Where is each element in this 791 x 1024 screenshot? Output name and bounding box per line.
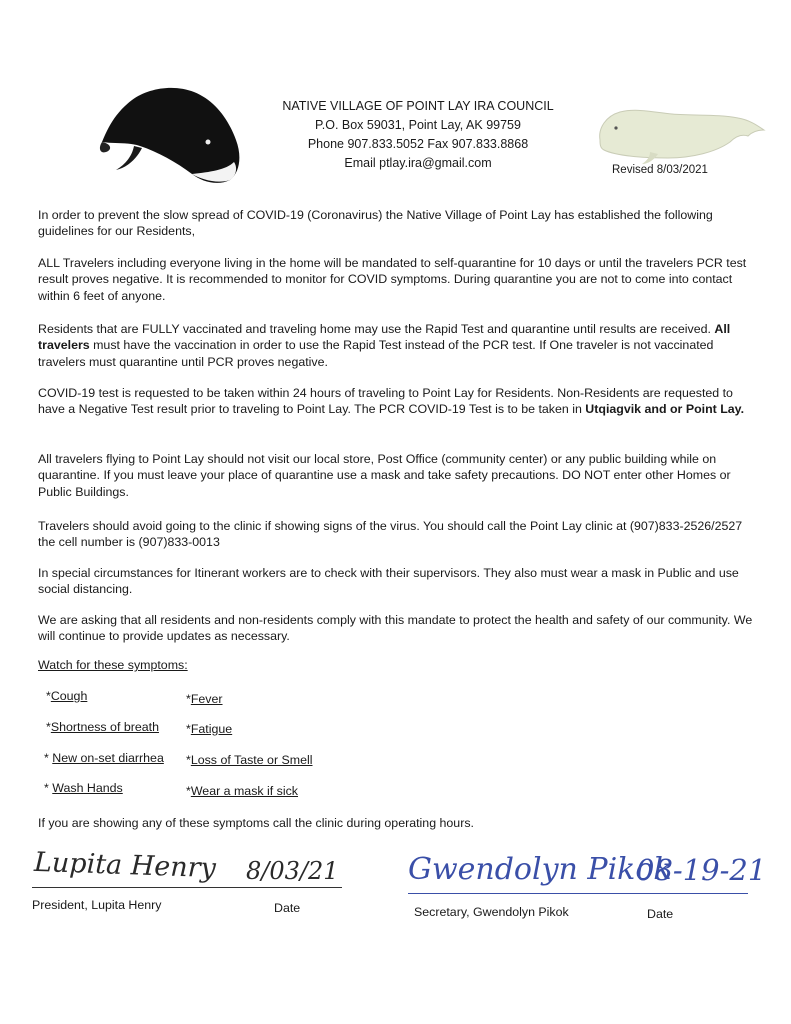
president-handwritten-date: 8/03/21 <box>246 857 339 885</box>
secretary-signature-line <box>408 893 748 894</box>
beluga-whale-image <box>592 100 768 164</box>
bullet-asterisk: * <box>44 781 53 795</box>
president-date-label: Date <box>274 901 301 915</box>
bullet-asterisk: * <box>46 720 51 734</box>
bullet-asterisk: * <box>44 751 53 765</box>
paragraph-quarantine: ALL Travelers including everyone living in the home will be mandated to self-quarantine for 10 days or until the travelers PCR test result proves negative. It is recommended to monitor for COVID symptoms. During quarantine you are not to come into contact within 6 feet of anyone. <box>38 256 747 303</box>
bullet-asterisk: * <box>186 784 191 798</box>
bullet-asterisk: * <box>46 689 51 703</box>
vaccinated-text-b: must have the vaccination in order to use the Rapid Test instead of the PCR test. If One traveler is not vaccinated travelers must quarantine until PCR proves negative. <box>38 338 714 369</box>
testing-text: COVID-19 test is requested to be taken within 24 hours of traveling to Point Lay for Residents. Non-Residents are requested to have a Negative Test result prior to traveling to Point Lay. The PCR COVID-19 Test is to be taken in <box>38 386 733 417</box>
advice-wear-mask <box>186 784 298 798</box>
paragraph-intro: In order to prevent the slow spread of COVID-19 (Coronavirus) the Native Village of Point Lay has established the following guidelines for our Residents, <box>38 208 713 239</box>
org-name: NATIVE VILLAGE OF POINT LAY IRA COUNCIL <box>282 99 554 113</box>
bullet-asterisk: * <box>186 753 191 767</box>
symptom-label: Wash Hands <box>52 781 123 795</box>
secretary-signature: Gwendolyn Pikok <box>408 852 672 887</box>
president-label: President, Lupita Henry <box>32 898 162 912</box>
bullet-asterisk: * <box>186 722 191 736</box>
symptom-label: Wear a mask if sick <box>190 784 299 798</box>
paragraph-vaccinated <box>38 321 758 370</box>
symptom-label: Fatigue <box>190 722 233 736</box>
bullet-asterisk: * <box>186 692 191 706</box>
paragraph-clinic: Travelers should avoid going to the clinic if showing signs of the virus. You should call the Point Lay clinic at (907)833-2526/2527 the cell number is (907)833-0013 <box>38 519 743 550</box>
mailing-address: P.O. Box 59031, Point Lay, AK 99759 <box>315 118 521 132</box>
letterhead <box>268 97 568 173</box>
symptoms-heading: Watch for these symptoms: <box>38 658 188 672</box>
president-signature: Lupita Henry <box>33 846 217 885</box>
symptom-label: Cough <box>50 689 88 703</box>
secretary-label: Secretary, Gwendolyn Pikok <box>414 905 569 919</box>
secretary-date-label: Date <box>647 907 674 921</box>
symptom-label: Loss of Taste or Smell <box>190 753 313 767</box>
symptom-shortness-of-breath <box>46 720 159 734</box>
symptom-cough <box>46 689 87 703</box>
bowhead-whale-image <box>98 82 244 186</box>
symptoms-closing: If you are showing any of these symptoms call the clinic during operating hours. <box>38 816 474 830</box>
paragraph-public-buildings: All travelers flying to Point Lay should not visit our local store, Post Office (community center) or any public building while on quarantine. If you must leave your place of quarantine use a mask and take safety precautions. DO NOT enter other Homes or Public Buildings. <box>38 452 731 499</box>
symptom-label: Fever <box>190 692 223 706</box>
symptom-label: Shortness of breath <box>50 720 159 734</box>
symptom-fever <box>186 692 223 706</box>
symptom-fatigue <box>186 722 232 736</box>
phone-fax: Phone 907.833.5052 Fax 907.833.8868 <box>307 137 529 151</box>
revised-date: Revised 8/03/2021 <box>612 164 708 176</box>
test-location-bold: Utqiagvik and or Point Lay. <box>585 402 745 417</box>
paragraph-itinerant: In special circumstances for Itinerant workers are to check with their supervisors. They also must wear a mask in Public and use social distancing. <box>38 566 739 597</box>
symptom-label: New on-set diarrhea <box>52 751 164 765</box>
all-travelers-bold: All travelers <box>38 322 731 353</box>
secretary-handwritten-date: 08-19-21 <box>636 853 767 887</box>
symptom-diarrhea <box>44 751 164 765</box>
vaccinated-text-a: Residents that are FULLY vaccinated and traveling home may use the Rapid Test and quarantine until results are received. <box>38 322 715 336</box>
email-address: Email ptlay.ira@gmail.com <box>344 156 492 170</box>
president-signature-line <box>32 887 342 888</box>
paragraph-compliance: We are asking that all residents and non-residents comply with this mandate to protect the health and safety of our community. We will continue to provide updates as necessary. <box>38 613 753 644</box>
paragraph-testing <box>38 385 758 418</box>
symptom-loss-of-taste-smell <box>186 753 313 767</box>
advice-wash-hands <box>44 781 123 795</box>
